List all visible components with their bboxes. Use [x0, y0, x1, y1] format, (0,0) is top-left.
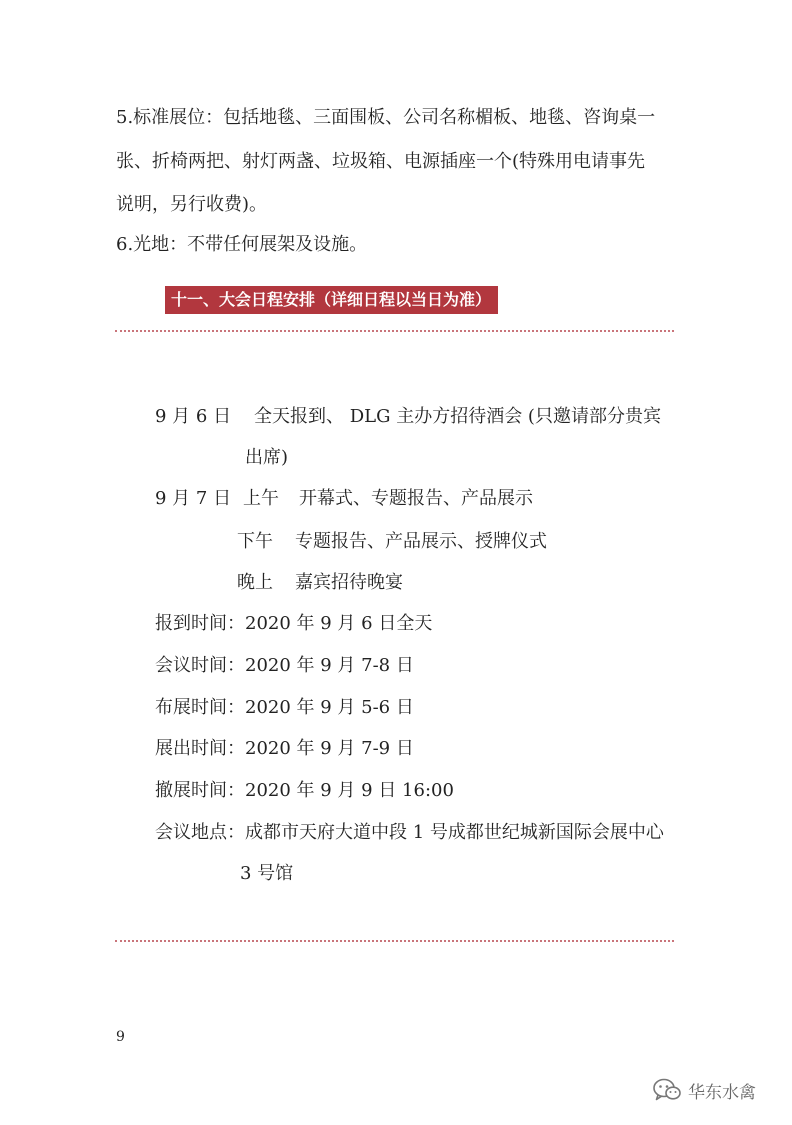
watermark-text: 华东水禽: [688, 1082, 756, 1103]
time-row: [155, 654, 414, 678]
page-number: 9: [116, 1029, 125, 1045]
time-row: [155, 612, 432, 636]
venue-label: 会议地点：: [155, 822, 245, 843]
watermark: [652, 1074, 756, 1106]
schedule-day2-evening-period: 晚上: [237, 572, 273, 593]
top-divider: [115, 330, 674, 332]
time-row: [155, 779, 454, 803]
schedule-day2-afternoon-period: 下午: [237, 531, 273, 552]
schedule-day2-morning-text: 开幕式、专题报告、产品展示: [299, 488, 533, 509]
schedule-day2-afternoon-text: 专题报告、产品展示、授牌仪式: [295, 531, 547, 552]
time-value: 2020 年 9 月 7-9 日: [245, 738, 414, 759]
venue-row: [155, 821, 664, 845]
section-title: 十一、大会日程安排（详细日程以当日为准）: [165, 286, 498, 314]
schedule-day2-evening-text: 嘉宾招待晚宴: [295, 572, 403, 593]
booth-standard-line-3: 说明，另行收费)。: [116, 194, 268, 215]
schedule-day2-date: 9 月 7 日: [155, 488, 232, 509]
time-label: 撤展时间：: [155, 780, 245, 801]
schedule-day1-date: 9 月 6 日: [155, 406, 232, 427]
venue-line-2: 3 号馆: [240, 863, 294, 884]
booth-raw-space: 6.光地：不带任何展架及设施。: [116, 234, 368, 255]
schedule-day1-text-1: 全天报到、 DLG 主办方招待酒会 (只邀请部分贵宾: [254, 406, 661, 427]
time-label: 报到时间：: [155, 613, 245, 634]
time-label: 展出时间：: [155, 738, 245, 759]
schedule-day1-text-2: 出席): [245, 447, 289, 468]
booth-standard-line-2: 张、折椅两把、射灯两盏、垃圾箱、电源插座一个(特殊用电请事先: [116, 151, 646, 172]
time-value: 2020 年 9 月 5-6 日: [245, 697, 414, 718]
time-value: 2020 年 9 月 7-8 日: [245, 655, 414, 676]
time-value: 2020 年 9 月 9 日 16:00: [245, 780, 454, 801]
time-label: 布展时间：: [155, 697, 245, 718]
time-row: [155, 696, 414, 720]
venue-line-1: 成都市天府大道中段 1 号成都世纪城新国际会展中心: [245, 822, 664, 843]
time-row: [155, 737, 414, 761]
bottom-divider: [115, 940, 674, 942]
booth-standard-line-1: 5.标准展位：包括地毯、三面围板、公司名称楣板、地毯、咨询桌一: [116, 107, 656, 128]
time-label: 会议时间：: [155, 655, 245, 676]
time-value: 2020 年 9 月 6 日全天: [245, 613, 433, 634]
wechat-icon: [652, 1077, 682, 1103]
schedule-day2-morning-period: 上午: [243, 488, 279, 509]
